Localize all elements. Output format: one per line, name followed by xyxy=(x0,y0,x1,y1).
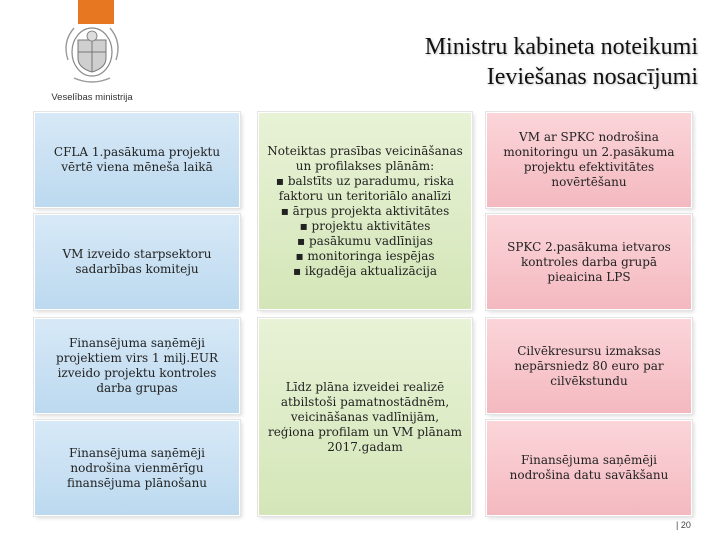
box-fin-planosana: Finansējuma saņēmēji nodrošina vienmērīgu finansējuma plānošanu xyxy=(34,420,240,516)
ministry-name: Veselības ministrija xyxy=(51,92,133,103)
box-spkc-grupa: SPKC 2.pasākuma ietvaros kontroles darba grupā pieaicina LPS xyxy=(486,214,692,310)
box-fin-grupas: Finansējuma saņēmēji projektiem virs 1 milj.EUR izveido projektu kontroles darba grupas xyxy=(34,318,240,414)
title-line-1: Ministru kabineta noteikumi xyxy=(424,34,698,60)
page-title xyxy=(425,32,698,92)
ministry-logo xyxy=(40,0,144,108)
coat-of-arms-icon xyxy=(56,0,128,90)
box-vm-komiteja: VM izveido starpsektoru sadarbības komiteju xyxy=(34,214,240,310)
box-plani: Noteiktas prasības veicināšanas un profilakses plānām: ▪ balstīts uz paradumu, riska faktoru un teritoriālo analīzi ▪ ārpus projekta aktivitātes ▪ projektu aktivitātes ▪ pasākumu vadlīnijas ▪ monitoringa iespējas ▪ ikgadēja aktualizācija xyxy=(258,112,472,310)
box-spkc-monitorings: VM ar SPKC nodrošina monitoringu un 2.pasākuma projektu efektivitātes novērtēšanu xyxy=(486,112,692,208)
title-line-2: Ieviešanas nosacījumi xyxy=(486,64,698,90)
box-cilvekresursi: Cilvēkresursu izmaksas nepārsniedz 80 euro par cilvēkstundu xyxy=(486,318,692,414)
box-datu-vaksana: Finansējuma saņēmēji nodrošina datu savākšanu xyxy=(486,420,692,516)
box-plana-izveide: Līdz plāna izveidei realizē atbilstoši pamatnostādnēm, veicināšanas vadlīnijām, reģiona profilam un VM plānam 2017.gadam xyxy=(258,318,472,516)
box-cfla: CFLA 1.pasākuma projektu vērtē viena mēneša laikā xyxy=(34,112,240,208)
slide-number: | 20 xyxy=(676,520,691,530)
